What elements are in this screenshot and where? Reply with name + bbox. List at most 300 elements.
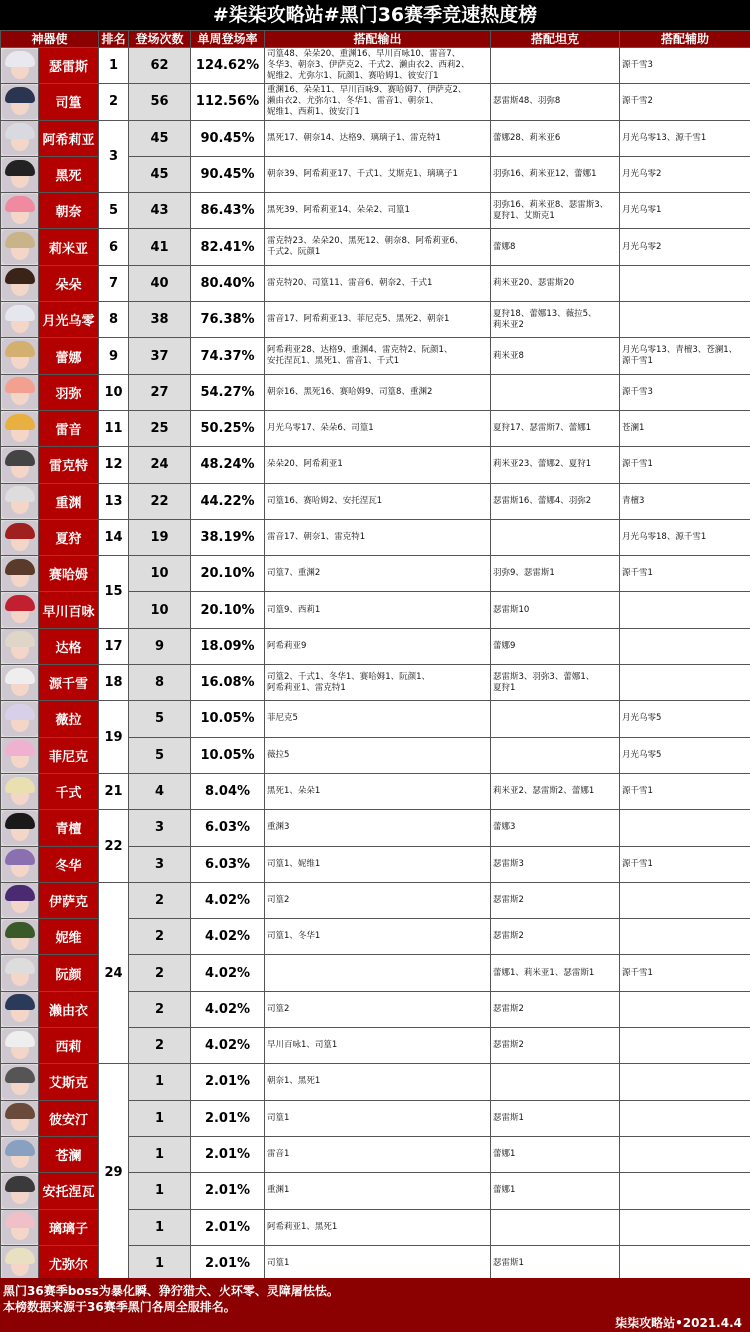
avatar-cell bbox=[1, 483, 39, 519]
character-name: 雷音 bbox=[39, 410, 99, 446]
paired-tank bbox=[491, 1209, 620, 1245]
paired-tank: 瑟雷斯1 bbox=[491, 1245, 620, 1281]
paired-tank: 蕾娜28、莉米亚6 bbox=[491, 120, 620, 156]
paired-support bbox=[620, 265, 750, 301]
avatar-cell bbox=[1, 810, 39, 846]
table-row bbox=[1, 410, 750, 446]
footer-boss-note: 黑门36赛季boss为暴化瞬、狰狞猎犬、火环零、灵障屠怯怯。 bbox=[3, 1284, 339, 1298]
paired-tank: 蕾娜1 bbox=[491, 1173, 620, 1209]
character-avatar bbox=[2, 1246, 38, 1280]
rank-cell: 8 bbox=[99, 302, 129, 338]
weekly-rate: 2.01% bbox=[191, 1100, 265, 1136]
table-row bbox=[1, 628, 750, 664]
rank-cell: 11 bbox=[99, 410, 129, 446]
paired-support bbox=[620, 592, 750, 628]
weekly-rate: 4.02% bbox=[191, 919, 265, 955]
rank-cell: 3 bbox=[99, 120, 129, 193]
paired-output: 司篁2 bbox=[265, 991, 491, 1027]
paired-output: 黑死17、朝奈14、达格9、璃璃子1、雷克特1 bbox=[265, 120, 491, 156]
footer-source-note: 本榜数据来源于36赛季黑门各周全服排名。 bbox=[3, 1300, 236, 1314]
character-name: 早川百咏 bbox=[39, 592, 99, 628]
rank-cell: 29 bbox=[99, 1064, 129, 1282]
header-rate: 单周登场率 bbox=[191, 31, 265, 48]
weekly-rate: 2.01% bbox=[191, 1136, 265, 1172]
paired-support bbox=[620, 628, 750, 664]
avatar-cell bbox=[1, 84, 39, 120]
table-row bbox=[1, 374, 750, 410]
paired-support: 月光乌零2 bbox=[620, 229, 750, 265]
paired-output: 朝奈16、黑死16、赛哈姆9、司篁8、重渊2 bbox=[265, 374, 491, 410]
footer-brand: 柒柒攻略站•2021.4.4 bbox=[615, 1316, 742, 1330]
avatar-cell bbox=[1, 1064, 39, 1100]
avatar-cell bbox=[1, 229, 39, 265]
appearance-count: 62 bbox=[129, 48, 191, 84]
appearance-count: 19 bbox=[129, 519, 191, 555]
paired-support: 月光乌零5 bbox=[620, 701, 750, 737]
paired-support: 月光乌零13、源千雪1 bbox=[620, 120, 750, 156]
paired-support: 源千雪1 bbox=[620, 955, 750, 991]
avatar-cell bbox=[1, 846, 39, 882]
paired-support bbox=[620, 882, 750, 918]
appearance-count: 56 bbox=[129, 84, 191, 120]
rank-cell: 14 bbox=[99, 519, 129, 555]
character-avatar bbox=[2, 194, 38, 228]
weekly-rate: 16.08% bbox=[191, 665, 265, 701]
weekly-rate: 6.03% bbox=[191, 810, 265, 846]
character-name: 彼安汀 bbox=[39, 1100, 99, 1136]
rank-cell: 5 bbox=[99, 193, 129, 229]
paired-output: 雷克特23、朵朵20、黑死12、朝奈8、阿希莉亚6、 千式2、阮颜1 bbox=[265, 229, 491, 265]
appearance-count: 2 bbox=[129, 919, 191, 955]
appearance-count: 4 bbox=[129, 773, 191, 809]
table-row bbox=[1, 229, 750, 265]
appearance-count: 37 bbox=[129, 338, 191, 374]
avatar-cell bbox=[1, 302, 39, 338]
header-rank: 排名 bbox=[99, 31, 129, 48]
avatar-cell bbox=[1, 1028, 39, 1064]
paired-support: 源千雪2 bbox=[620, 84, 750, 120]
paired-tank: 羽弥16、莉米亚12、蕾娜1 bbox=[491, 156, 620, 192]
paired-output: 重渊3 bbox=[265, 810, 491, 846]
table-row bbox=[1, 84, 750, 120]
avatar-cell bbox=[1, 48, 39, 84]
table-row bbox=[1, 483, 750, 519]
table-row bbox=[1, 665, 750, 701]
paired-support bbox=[620, 1245, 750, 1281]
character-avatar bbox=[2, 738, 38, 772]
paired-output: 司篁2 bbox=[265, 882, 491, 918]
appearance-count: 22 bbox=[129, 483, 191, 519]
avatar-cell bbox=[1, 628, 39, 664]
rank-cell: 22 bbox=[99, 810, 129, 883]
paired-tank: 蕾娜1 bbox=[491, 1136, 620, 1172]
paired-support: 月光乌零2 bbox=[620, 156, 750, 192]
weekly-rate: 50.25% bbox=[191, 410, 265, 446]
appearance-count: 9 bbox=[129, 628, 191, 664]
character-name: 阿希莉亚 bbox=[39, 120, 99, 156]
avatar-cell bbox=[1, 156, 39, 192]
character-name: 雷克特 bbox=[39, 447, 99, 483]
character-avatar bbox=[2, 1210, 38, 1244]
character-name: 瑟雷斯 bbox=[39, 48, 99, 84]
paired-support bbox=[620, 1100, 750, 1136]
rank-cell: 15 bbox=[99, 556, 129, 629]
avatar-cell bbox=[1, 265, 39, 301]
weekly-rate: 4.02% bbox=[191, 882, 265, 918]
table-row bbox=[1, 447, 750, 483]
character-name: 莉米亚 bbox=[39, 229, 99, 265]
character-avatar bbox=[2, 1174, 38, 1208]
paired-tank: 瑟雷斯10 bbox=[491, 592, 620, 628]
weekly-rate: 112.56% bbox=[191, 84, 265, 120]
character-name: 朝奈 bbox=[39, 193, 99, 229]
character-name: 安托涅瓦 bbox=[39, 1173, 99, 1209]
appearance-count: 24 bbox=[129, 447, 191, 483]
character-name: 妮维 bbox=[39, 919, 99, 955]
character-avatar bbox=[2, 1101, 38, 1135]
avatar-cell bbox=[1, 1136, 39, 1172]
appearance-count: 2 bbox=[129, 1028, 191, 1064]
header-tank: 搭配坦克 bbox=[491, 31, 620, 48]
ranking-table bbox=[0, 30, 750, 1282]
weekly-rate: 38.19% bbox=[191, 519, 265, 555]
character-avatar bbox=[2, 85, 38, 119]
paired-support: 青檀3 bbox=[620, 483, 750, 519]
rank-cell: 9 bbox=[99, 338, 129, 374]
character-avatar bbox=[2, 484, 38, 518]
paired-output: 阿希莉亚1、黑死1 bbox=[265, 1209, 491, 1245]
paired-output: 重渊16、朵朵11、早川百咏9、赛哈姆7、伊萨克2、 濑由衣2、尤弥尔1、冬华1、雷音1、朝奈1、 妮维1、西莉1、彼安汀1 bbox=[265, 84, 491, 120]
character-name: 赛哈姆 bbox=[39, 556, 99, 592]
paired-tank bbox=[491, 374, 620, 410]
paired-output: 司篁48、朵朵20、重渊16、早川百咏10、雷音7、 冬华3、朝奈3、伊萨克2、千式2、濑由衣2、西莉2、 妮维2、尤弥尔1、阮颜1、赛哈姆1、彼安汀1 bbox=[265, 48, 491, 84]
character-avatar bbox=[2, 666, 38, 700]
character-avatar bbox=[2, 448, 38, 482]
paired-tank bbox=[491, 519, 620, 555]
paired-output: 司篁1、妮维1 bbox=[265, 846, 491, 882]
paired-output: 司篁1 bbox=[265, 1245, 491, 1281]
character-name: 重渊 bbox=[39, 483, 99, 519]
avatar-cell bbox=[1, 592, 39, 628]
character-avatar bbox=[2, 375, 38, 409]
paired-tank: 莉米亚8 bbox=[491, 338, 620, 374]
table-row bbox=[1, 1064, 750, 1100]
header-support: 搭配辅助 bbox=[620, 31, 750, 48]
rank-cell: 24 bbox=[99, 882, 129, 1063]
appearance-count: 5 bbox=[129, 701, 191, 737]
paired-output: 重渊1 bbox=[265, 1173, 491, 1209]
paired-tank bbox=[491, 48, 620, 84]
paired-output: 菲尼克5 bbox=[265, 701, 491, 737]
appearance-count: 41 bbox=[129, 229, 191, 265]
avatar-cell bbox=[1, 1245, 39, 1281]
paired-support: 源千雪3 bbox=[620, 48, 750, 84]
appearance-count: 45 bbox=[129, 120, 191, 156]
weekly-rate: 2.01% bbox=[191, 1064, 265, 1100]
paired-tank: 莉米亚23、蕾娜2、夏狩1 bbox=[491, 447, 620, 483]
character-name: 千式 bbox=[39, 773, 99, 809]
character-avatar bbox=[2, 702, 38, 736]
character-name: 薇拉 bbox=[39, 701, 99, 737]
table-row bbox=[1, 882, 750, 918]
avatar-cell bbox=[1, 701, 39, 737]
character-avatar bbox=[2, 847, 38, 881]
weekly-rate: 2.01% bbox=[191, 1173, 265, 1209]
character-avatar bbox=[2, 49, 38, 83]
character-name: 羽弥 bbox=[39, 374, 99, 410]
appearance-count: 27 bbox=[129, 374, 191, 410]
paired-output: 司篁9、西莉1 bbox=[265, 592, 491, 628]
paired-tank: 蕾娜1、莉米亚1、瑟雷斯1 bbox=[491, 955, 620, 991]
paired-tank: 瑟雷斯2 bbox=[491, 991, 620, 1027]
avatar-cell bbox=[1, 556, 39, 592]
weekly-rate: 2.01% bbox=[191, 1245, 265, 1281]
appearance-count: 1 bbox=[129, 1245, 191, 1281]
paired-output: 司篁2、千式1、冬华1、赛哈姆1、阮颜1、 阿希莉亚1、雷克特1 bbox=[265, 665, 491, 701]
paired-output: 雷克特20、司篁11、雷音6、朝奈2、千式1 bbox=[265, 265, 491, 301]
paired-tank: 莉米亚2、瑟雷斯2、蕾娜1 bbox=[491, 773, 620, 809]
paired-tank: 瑟雷斯2 bbox=[491, 882, 620, 918]
paired-tank: 蕾娜9 bbox=[491, 628, 620, 664]
paired-support: 源千雪1 bbox=[620, 556, 750, 592]
rank-cell: 7 bbox=[99, 265, 129, 301]
character-avatar bbox=[2, 593, 38, 627]
paired-output: 薇拉5 bbox=[265, 737, 491, 773]
appearance-count: 2 bbox=[129, 882, 191, 918]
table-row bbox=[1, 519, 750, 555]
paired-support: 月光乌零1 bbox=[620, 193, 750, 229]
paired-tank: 瑟雷斯1 bbox=[491, 1100, 620, 1136]
character-name: 蕾娜 bbox=[39, 338, 99, 374]
rank-cell: 17 bbox=[99, 628, 129, 664]
paired-support: 月光乌零5 bbox=[620, 737, 750, 773]
paired-support bbox=[620, 991, 750, 1027]
paired-tank: 瑟雷斯3、羽弥3、蕾娜1、 夏狩1 bbox=[491, 665, 620, 701]
paired-support bbox=[620, 1064, 750, 1100]
character-avatar bbox=[2, 775, 38, 809]
paired-support bbox=[620, 919, 750, 955]
table-row bbox=[1, 120, 750, 156]
character-name: 璃璃子 bbox=[39, 1209, 99, 1245]
character-avatar bbox=[2, 521, 38, 555]
rank-cell: 18 bbox=[99, 665, 129, 701]
paired-support bbox=[620, 1209, 750, 1245]
character-name: 伊萨克 bbox=[39, 882, 99, 918]
rank-cell: 12 bbox=[99, 447, 129, 483]
table-row bbox=[1, 193, 750, 229]
character-name: 阮颜 bbox=[39, 955, 99, 991]
weekly-rate: 76.38% bbox=[191, 302, 265, 338]
paired-support: 源千雪1 bbox=[620, 447, 750, 483]
character-avatar bbox=[2, 992, 38, 1026]
paired-tank: 瑟雷斯2 bbox=[491, 919, 620, 955]
paired-support: 源千雪3 bbox=[620, 374, 750, 410]
paired-output: 阿希莉亚28、达格9、重渊4、雷克特2、阮颜1、 安托涅瓦1、黑死1、雷音1、千式1 bbox=[265, 338, 491, 374]
character-avatar bbox=[2, 920, 38, 954]
avatar-cell bbox=[1, 991, 39, 1027]
avatar-cell bbox=[1, 1100, 39, 1136]
character-name: 尤弥尔 bbox=[39, 1245, 99, 1281]
character-name: 西莉 bbox=[39, 1028, 99, 1064]
weekly-rate: 124.62% bbox=[191, 48, 265, 84]
paired-output: 雷音1 bbox=[265, 1136, 491, 1172]
avatar-cell bbox=[1, 447, 39, 483]
paired-tank: 蕾娜3 bbox=[491, 810, 620, 846]
paired-output: 阿希莉亚9 bbox=[265, 628, 491, 664]
avatar-cell bbox=[1, 1173, 39, 1209]
appearance-count: 40 bbox=[129, 265, 191, 301]
weekly-rate: 48.24% bbox=[191, 447, 265, 483]
weekly-rate: 74.37% bbox=[191, 338, 265, 374]
character-name: 司篁 bbox=[39, 84, 99, 120]
paired-support bbox=[620, 1136, 750, 1172]
paired-output: 月光乌零17、朵朵6、司篁1 bbox=[265, 410, 491, 446]
weekly-rate: 54.27% bbox=[191, 374, 265, 410]
header-count: 登场次数 bbox=[129, 31, 191, 48]
character-name: 菲尼克 bbox=[39, 737, 99, 773]
footer bbox=[0, 1278, 750, 1332]
table-row bbox=[1, 556, 750, 592]
character-avatar bbox=[2, 266, 38, 300]
weekly-rate: 8.04% bbox=[191, 773, 265, 809]
rank-cell: 19 bbox=[99, 701, 129, 774]
paired-support: 源千雪1 bbox=[620, 846, 750, 882]
weekly-rate: 44.22% bbox=[191, 483, 265, 519]
header-character: 神器使 bbox=[1, 31, 99, 48]
weekly-rate: 4.02% bbox=[191, 1028, 265, 1064]
character-avatar bbox=[2, 1065, 38, 1099]
appearance-count: 1 bbox=[129, 1100, 191, 1136]
table-row bbox=[1, 48, 750, 84]
weekly-rate: 4.02% bbox=[191, 955, 265, 991]
paired-tank: 瑟雷斯16、蕾娜4、羽弥2 bbox=[491, 483, 620, 519]
weekly-rate: 2.01% bbox=[191, 1209, 265, 1245]
character-avatar bbox=[2, 557, 38, 591]
appearance-count: 38 bbox=[129, 302, 191, 338]
character-avatar bbox=[2, 811, 38, 845]
character-avatar bbox=[2, 339, 38, 373]
paired-tank: 瑟雷斯48、羽弥8 bbox=[491, 84, 620, 120]
avatar-cell bbox=[1, 338, 39, 374]
avatar-cell bbox=[1, 882, 39, 918]
table-row bbox=[1, 338, 750, 374]
appearance-count: 10 bbox=[129, 556, 191, 592]
character-avatar bbox=[2, 1029, 38, 1063]
paired-output: 司篁16、赛哈姆2、安托涅瓦1 bbox=[265, 483, 491, 519]
paired-tank: 瑟雷斯2 bbox=[491, 1028, 620, 1064]
appearance-count: 3 bbox=[129, 846, 191, 882]
weekly-rate: 90.45% bbox=[191, 120, 265, 156]
paired-support: 月光乌零13、青檀3、苍澜1、 源千雪1 bbox=[620, 338, 750, 374]
appearance-count: 1 bbox=[129, 1209, 191, 1245]
table-row bbox=[1, 265, 750, 301]
weekly-rate: 20.10% bbox=[191, 556, 265, 592]
avatar-cell bbox=[1, 519, 39, 555]
paired-tank: 瑟雷斯3 bbox=[491, 846, 620, 882]
paired-output: 雷音17、阿希莉亚13、菲尼克5、黑死2、朝奈1 bbox=[265, 302, 491, 338]
character-avatar bbox=[2, 412, 38, 446]
paired-output: 司篁1 bbox=[265, 1100, 491, 1136]
appearance-count: 3 bbox=[129, 810, 191, 846]
weekly-rate: 10.05% bbox=[191, 701, 265, 737]
weekly-rate: 90.45% bbox=[191, 156, 265, 192]
weekly-rate: 80.40% bbox=[191, 265, 265, 301]
avatar-cell bbox=[1, 737, 39, 773]
avatar-cell bbox=[1, 665, 39, 701]
avatar-cell bbox=[1, 193, 39, 229]
rank-cell: 1 bbox=[99, 48, 129, 84]
character-avatar bbox=[2, 158, 38, 192]
paired-tank bbox=[491, 701, 620, 737]
appearance-count: 5 bbox=[129, 737, 191, 773]
character-avatar bbox=[2, 629, 38, 663]
paired-tank: 夏狩18、蕾娜13、薇拉5、 莉米亚2 bbox=[491, 302, 620, 338]
rank-cell: 21 bbox=[99, 773, 129, 809]
paired-tank: 莉米亚20、瑟雷斯20 bbox=[491, 265, 620, 301]
weekly-rate: 10.05% bbox=[191, 737, 265, 773]
character-name: 苍澜 bbox=[39, 1136, 99, 1172]
character-avatar bbox=[2, 883, 38, 917]
weekly-rate: 86.43% bbox=[191, 193, 265, 229]
paired-support bbox=[620, 1173, 750, 1209]
paired-support bbox=[620, 665, 750, 701]
character-name: 艾斯克 bbox=[39, 1064, 99, 1100]
paired-support: 苍澜1 bbox=[620, 410, 750, 446]
weekly-rate: 6.03% bbox=[191, 846, 265, 882]
paired-output: 雷音17、朝奈1、雷克特1 bbox=[265, 519, 491, 555]
character-name: 濑由衣 bbox=[39, 991, 99, 1027]
table-row bbox=[1, 302, 750, 338]
table-row bbox=[1, 701, 750, 737]
appearance-count: 8 bbox=[129, 665, 191, 701]
paired-support bbox=[620, 302, 750, 338]
paired-tank: 夏狩17、瑟雷斯7、蕾娜1 bbox=[491, 410, 620, 446]
avatar-cell bbox=[1, 919, 39, 955]
paired-output: 黑死1、朵朵1 bbox=[265, 773, 491, 809]
rank-cell: 13 bbox=[99, 483, 129, 519]
paired-output: 司篁1、冬华1 bbox=[265, 919, 491, 955]
character-name: 达格 bbox=[39, 628, 99, 664]
character-avatar bbox=[2, 956, 38, 990]
paired-tank bbox=[491, 1064, 620, 1100]
character-name: 月光乌零 bbox=[39, 302, 99, 338]
table-header-row bbox=[1, 31, 750, 48]
weekly-rate: 4.02% bbox=[191, 991, 265, 1027]
character-name: 黑死 bbox=[39, 156, 99, 192]
table-row bbox=[1, 810, 750, 846]
paired-output bbox=[265, 955, 491, 991]
character-name: 朵朵 bbox=[39, 265, 99, 301]
weekly-rate: 82.41% bbox=[191, 229, 265, 265]
paired-tank: 羽弥9、瑟雷斯1 bbox=[491, 556, 620, 592]
appearance-count: 1 bbox=[129, 1136, 191, 1172]
paired-support: 源千雪1 bbox=[620, 773, 750, 809]
paired-tank bbox=[491, 737, 620, 773]
paired-tank: 羽弥16、莉米亚8、瑟雷斯3、 夏狩1、艾斯克1 bbox=[491, 193, 620, 229]
paired-output: 司篁7、重渊2 bbox=[265, 556, 491, 592]
character-name: 源千雪 bbox=[39, 665, 99, 701]
paired-support bbox=[620, 1028, 750, 1064]
appearance-count: 45 bbox=[129, 156, 191, 192]
table-row bbox=[1, 773, 750, 809]
rank-cell: 2 bbox=[99, 84, 129, 120]
appearance-count: 25 bbox=[129, 410, 191, 446]
character-name: 冬华 bbox=[39, 846, 99, 882]
character-avatar bbox=[2, 230, 38, 264]
appearance-count: 2 bbox=[129, 955, 191, 991]
avatar-cell bbox=[1, 773, 39, 809]
appearance-count: 43 bbox=[129, 193, 191, 229]
